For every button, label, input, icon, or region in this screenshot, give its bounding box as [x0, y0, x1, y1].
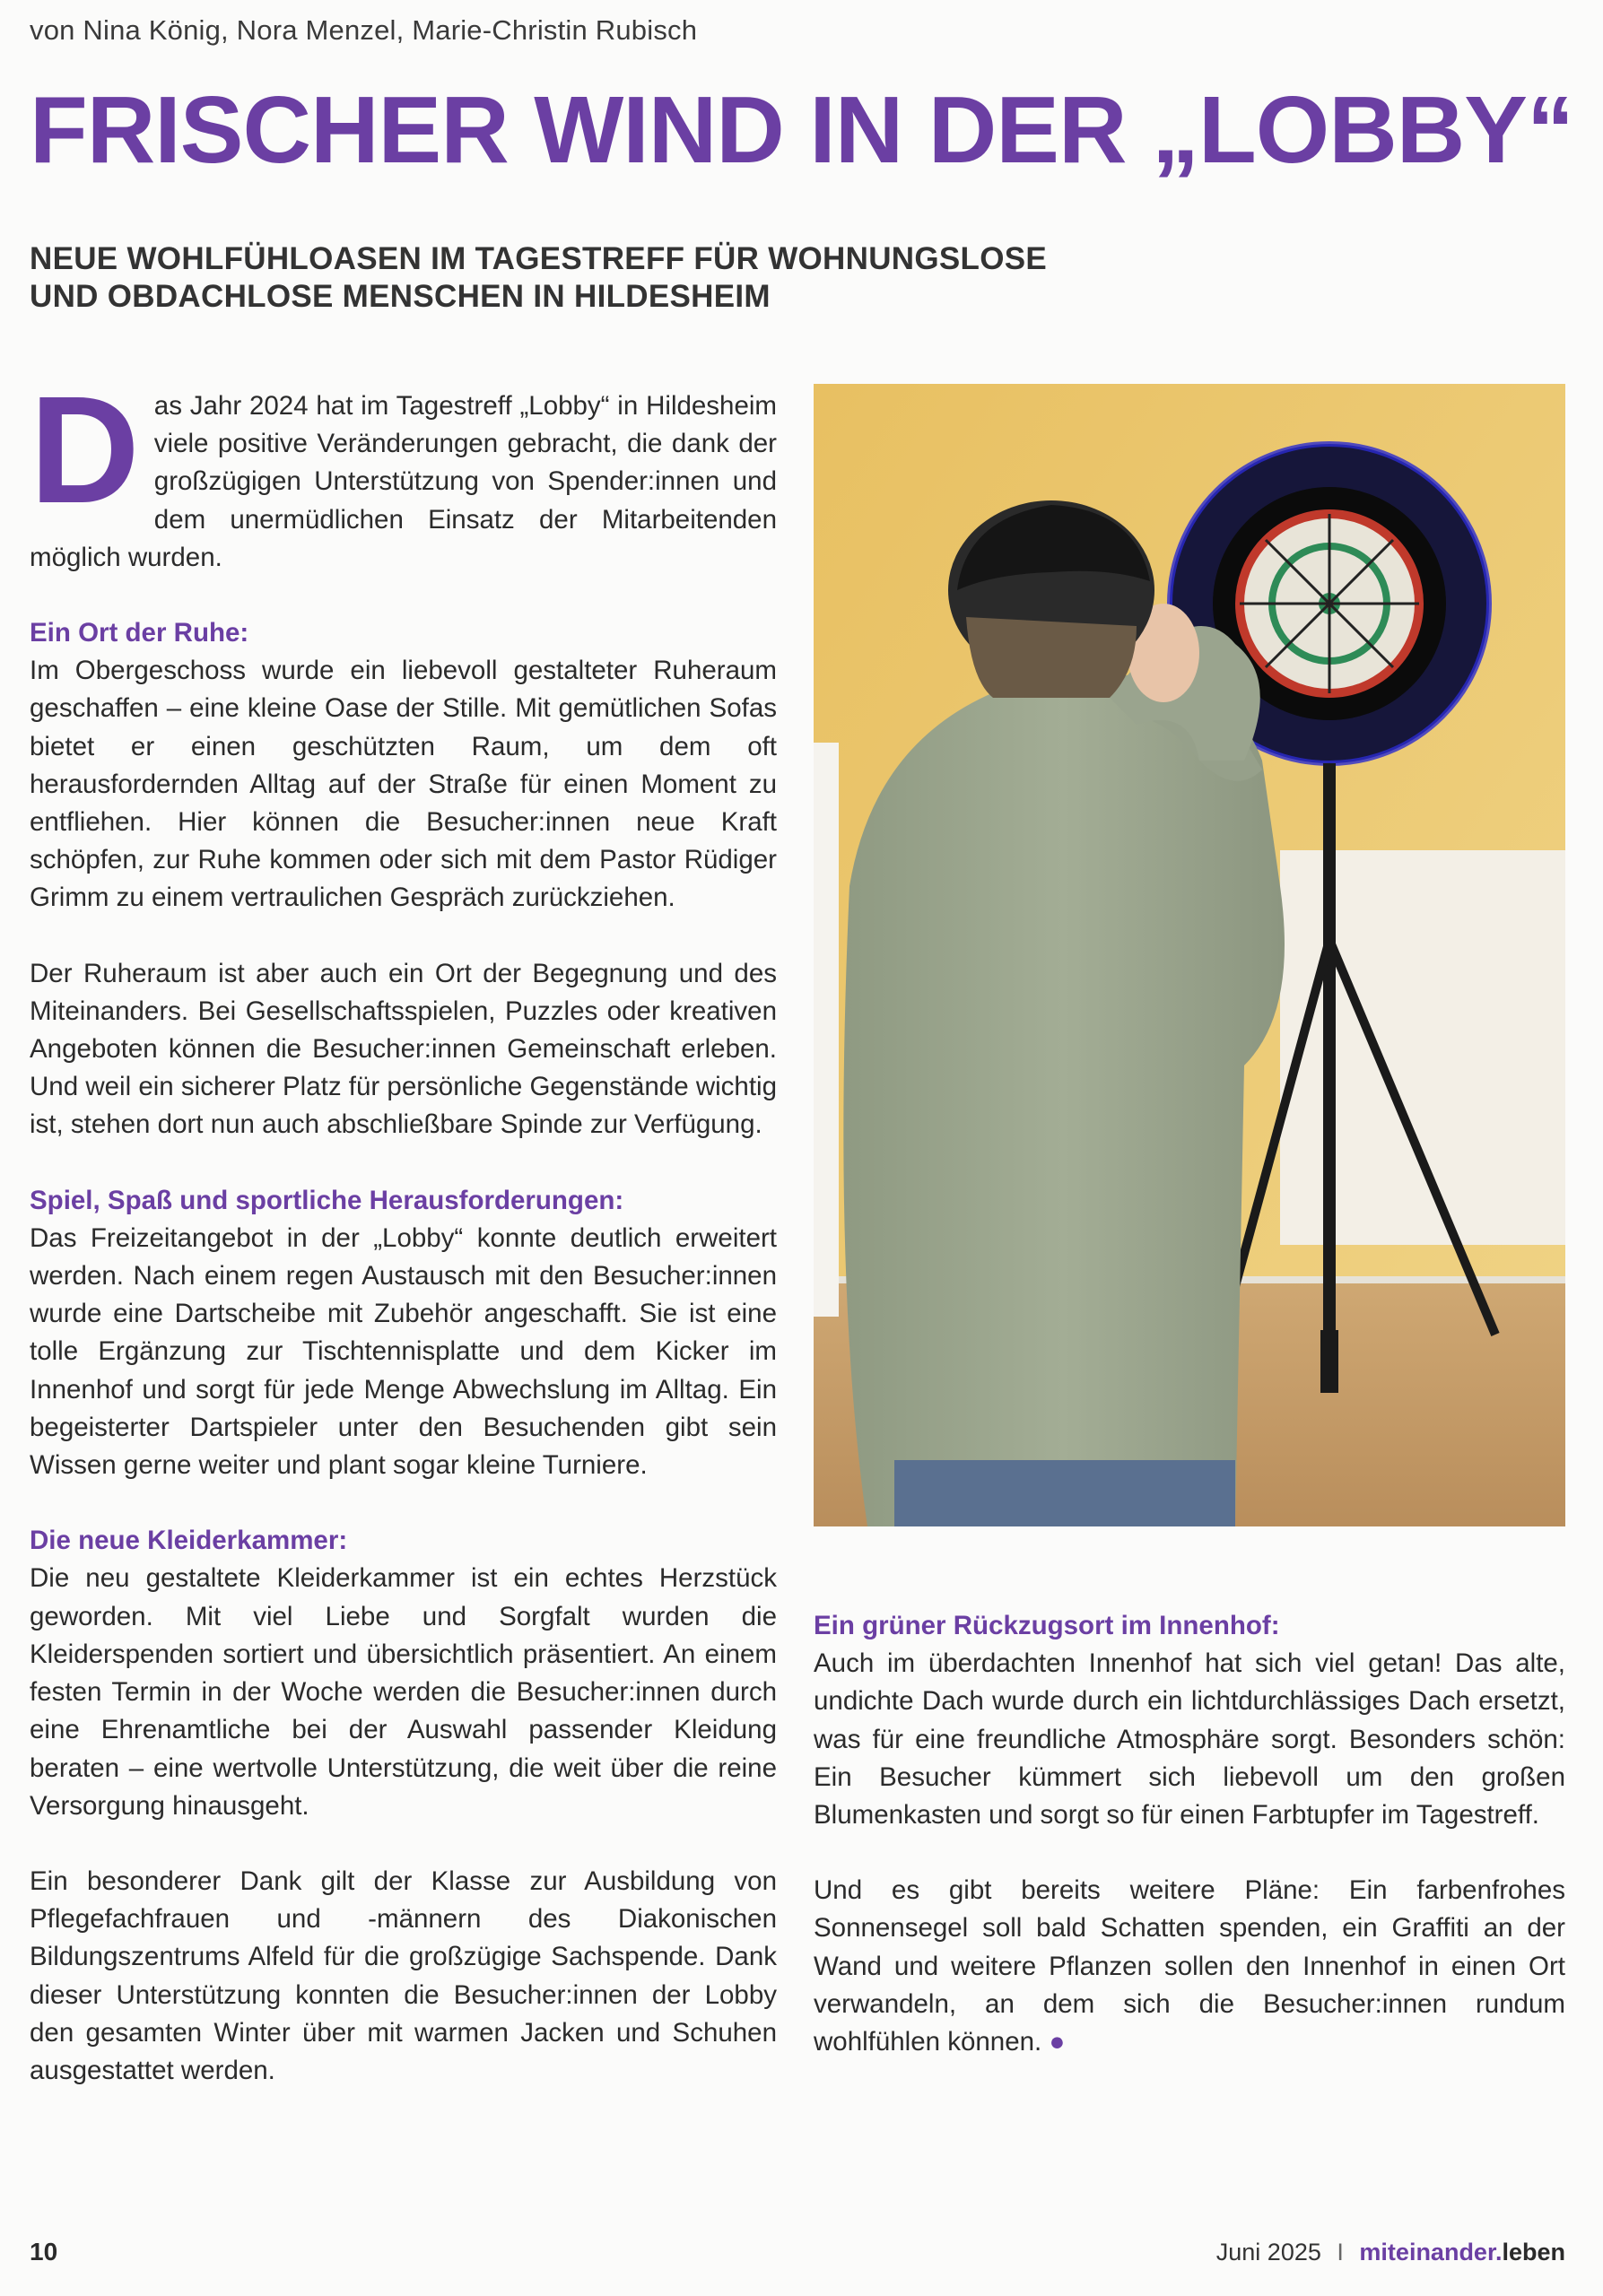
intro-text: as Jahr 2024 hat im Tagestreff „Lobby“ in Hildesheim viele positive Veränderungen gebracht, die dank der großzügigen Unterstützung von Spender:innen und dem unermüdlichen Einsatz der Mitarbeitenden möglich wurden. [30, 391, 777, 572]
footer-brand-part-1: miteinander. [1359, 2239, 1503, 2266]
intro-paragraph [30, 365, 777, 577]
section-kleiderkammer-paragraph-1: Die neu gestaltete Kleiderkammer ist ein echtes Herzstück geworden. Mit viel Liebe und Sorgfalt wurden die Kleiderspenden sortiert und übersichtlich präsentiert. An einem festen Termin in der Woche werden die Besucher:innen durch eine Ehrenamtliche bei der Auswahl passender Kleidung beraten – eine wertvolle Unterstützung, die weit über die reine Versorgung hinausgeht. [30, 1563, 777, 1821]
section-heading-spiel: Spiel, Spaß und sportliche Herausforderungen: [30, 1185, 624, 1215]
drop-cap: D [30, 365, 140, 535]
footer-issue-brand [1216, 2239, 1565, 2266]
article-column-left [30, 365, 777, 2090]
section-innenhof-paragraph-2-text: Und es gibt bereits weitere Pläne: Ein farbenfrohes Sonnensegel soll bald Schatten spenden, ein Graffiti an der Wand und weitere Pflanzen sollen den Innenhof in einen Ort verwandeln, an dem sich die Besucher:innen rundum wohlfühlen können. [814, 1875, 1565, 2057]
footer-issue: Juni 2025 [1215, 2239, 1321, 2266]
end-mark-icon: ● [1049, 2027, 1066, 2057]
page-title: FRISCHER WIND IN DER „LOBBY“ [30, 77, 1573, 183]
page-subtitle [30, 240, 1106, 316]
section-heading-kleiderkammer: Die neue Kleiderkammer: [30, 1526, 348, 1556]
footer-separator: I [1337, 2239, 1344, 2266]
section-innenhof-paragraph-1: Auch im überdachten Innenhof hat sich viel getan! Das alte, undichte Dach wurde durch ein lichtdurchlässiges Dach ersetzt, was für eine freundliche Atmosphäre sorgt. Besonders schön: Ein Besucher kümmert sich liebevoll um den großen Blumenkasten und sorgt so für einen Farbtupfer im Tagestreff. [814, 1648, 1565, 1831]
section-kleiderkammer-paragraph-2: Ein besonderer Dank gilt der Klasse zur Ausbildung von Pflegefachfrauen und -männern des Diakonischen Bildungszentrums Alfeld für die großzügige Sachspende. Dank dieser Unterstützung konnten die Besucher:innen der Lobby den gesamten Winter über mit warmen Jacken und Schuhen ausgestattet werden. [30, 1866, 777, 2085]
footer-brand-part-2: leben [1502, 2239, 1565, 2266]
article-column-right [814, 1607, 1565, 2061]
section-heading-innenhof: Ein grüner Rückzugsort im Innenhof: [814, 1611, 1280, 1640]
section-innenhof-paragraph-2 [814, 1872, 1565, 2061]
section-ruhe-paragraph-1: Im Obergeschoss wurde ein liebevoll gestalteter Ruheraum geschaffen – eine kleine Oase der Stille. Mit gemütlichen Sofas bietet er einen geschützten Raum, um dem oft herausfordernden Alltag auf der Straße für einen Moment zu entfliehen. Hier können die Besucher:innen neue Kraft schöpfen, zur Ruhe kommen oder sich mit dem Pastor Rüdiger Grimm zu einem vertraulichen Gespräch zurückziehen. [30, 656, 777, 913]
subtitle-line-1: NEUE WOHLFÜHLOASEN IM TAGESTREFF FÜR WOHNUNGSLOSE [30, 241, 1048, 276]
section-ruhe-paragraph-2: Der Ruheraum ist aber auch ein Ort der Begegnung und des Miteinanders. Bei Gesellschaftsspielen, Puzzles oder kreativen Angeboten können die Besucher:innen Gemeinschaft erleben. Und weil ein sicherer Platz für persönliche Gegenstände wichtig ist, stehen dort nun auch abschließbare Spinde zur Verfügung. [30, 958, 777, 1140]
section-heading-ruhe: Ein Ort der Ruhe: [30, 618, 249, 648]
article-photo [814, 384, 1565, 1526]
footer-page-number: 10 [30, 2238, 58, 2266]
authors-line: von Nina König, Nora Menzel, Marie-Christin Rubisch [30, 14, 698, 46]
section-spiel-paragraph-1: Das Freizeitangebot in der „Lobby“ konnte deutlich erweitert werden. Nach einem regen Austausch mit den Besucher:innen wurde eine Dartscheibe mit Zubehör angeschafft. Sie ist eine tolle Ergänzung zur Tischtennisplatte und dem Kicker im Innenhof und sorgt für jede Menge Abwechslung im Alltag. Ein begeisterter Dartspieler unter den Besuchenden gibt sein Wissen gerne weiter und plant sogar kleine Turniere. [30, 1222, 777, 1481]
dartboard-photo-icon [814, 384, 1565, 1526]
subtitle-line-2: UND OBDACHLOSE MENSCHEN IN HILDESHEIM [30, 279, 771, 314]
